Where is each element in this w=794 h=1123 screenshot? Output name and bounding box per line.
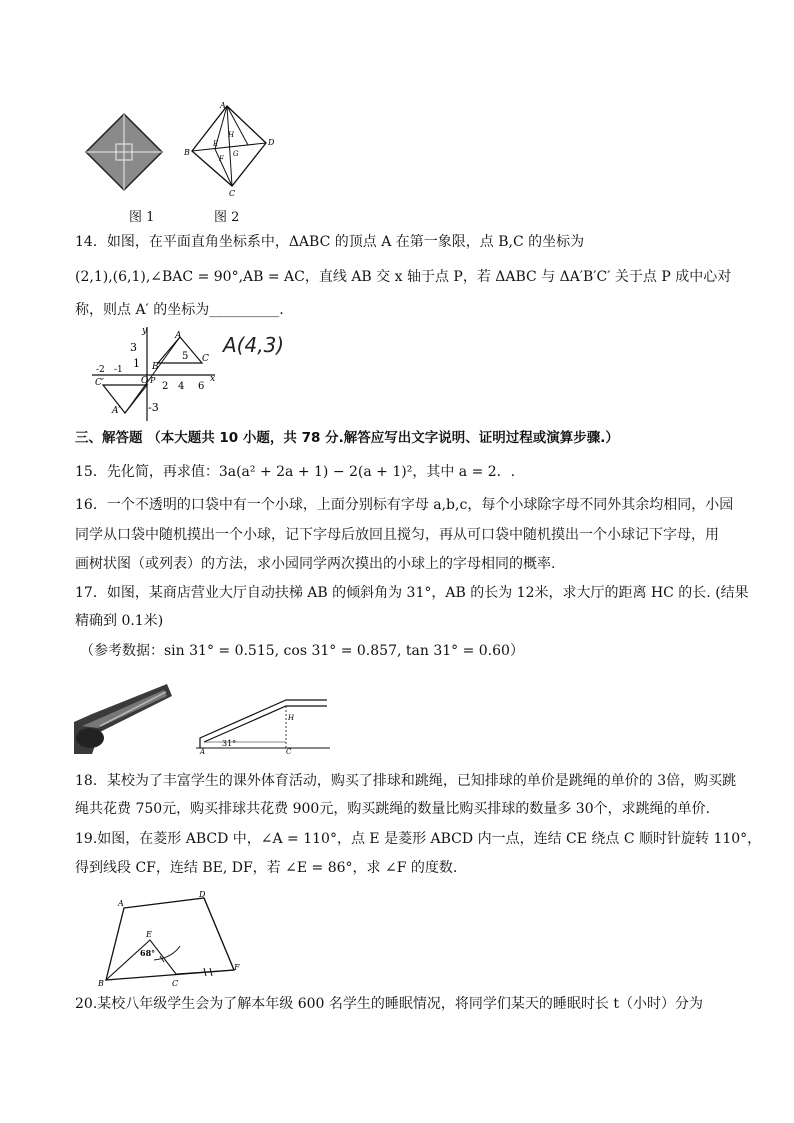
fig2-label-G: G (233, 150, 239, 158)
q14-tick-neg1: -1 (114, 365, 123, 375)
q16-line-3: 画树状图（或列表）的方法，求小园同学两次摸出的小球上的字母相同的概率. (75, 556, 556, 572)
q14-tick-5: 5 (182, 351, 189, 362)
q15-text: 15．先化简，再求值：3a(a² + 2a + 1) − 2(a + 1)²，其中 a = 2．. (75, 464, 516, 480)
q14-tick-6: 6 (198, 381, 205, 392)
q16-line-1: 16．一个不透明的口袋中有一个小球，上面分别标有字母 a,b,c，每个小球除字母不同外其余均相同，小园 (75, 497, 734, 513)
q18-line-1: 18．某校为了丰富学生的课外体育活动，购买了排球和跳绳，已知排球的单价是跳绳的单价的 3倍，购买跳 (75, 773, 737, 789)
q19-label-D: D (199, 890, 206, 899)
section-3-heading: 三、解答题 （本大题共 10 小题，共 78 分.解答应写出文字说明、证明过程或演算步骤.） (75, 430, 619, 446)
q19-rhombus-figure (94, 890, 244, 986)
q19-line-1: 19.如图，在菱形 ABCD 中，∠A = 110°，点 E 是菱形 ABCD 内一点，连结 CE 绕点 C 顺时针旋转 110°， (75, 831, 762, 847)
q19-label-B: B (98, 979, 104, 986)
q19-label-A: A (118, 899, 124, 908)
fig2-label-B: B (184, 148, 190, 157)
figure-1-square (86, 114, 162, 190)
q14-label-B: B (152, 362, 159, 372)
q14-label-Cprime: C′ (95, 378, 104, 388)
q14-tick-neg3: -3 (148, 401, 159, 414)
q20-text: 20.某校八年级学生会为了解本年级 600 名学生的睡眠情况，将同学们某天的睡眠时长 t（小时）分为 (75, 996, 703, 1012)
q17-line-1: 17．如图，某商店营业大厅自动扶梯 AB 的倾斜角为 31°，AB 的长为 12米，求大厅的距离 HC 的长. (结果 (75, 585, 749, 601)
figure-1-caption: 图 1 (129, 210, 155, 225)
q17-line-2: 精确到 0.1米) (75, 613, 164, 629)
fig2-label-F: F (219, 155, 224, 163)
q14-line-1: 14．如图，在平面直角坐标系中，ΔABC 的顶点 A 在第一象限，点 B,C 的坐标为 (75, 234, 585, 250)
figure-2-caption: 图 2 (214, 210, 240, 225)
fig2-label-A: A (220, 101, 226, 110)
q19-line-2: 得到线段 CF，连结 BE, DF，若 ∠E = 86°，求 ∠F 的度数. (75, 860, 458, 876)
q14-tick-1: 1 (133, 357, 140, 370)
q17-angle-label: 31° (222, 739, 237, 748)
q14-line-3: 称，则点 A′ 的坐标为__________. (75, 302, 284, 318)
q14-label-x: x (210, 374, 216, 384)
q19-label-F: F (234, 963, 240, 972)
q14-line-2: (2,1),(6,1),∠BAC = 90°,AB = AC，直线 AB 交 x 轴于点 P，若 ΔABC 与 ΔA′B′C′ 关于点 P 成中心对 (75, 269, 732, 285)
figure-2-diamond (183, 101, 275, 198)
q17-reference-data: （参考数据：sin 31° = 0.515, cos 31° = 0.857, tan 31° = 0.60） (80, 643, 524, 659)
q17-label-A: A (200, 748, 206, 754)
q14-label-O: O (141, 376, 149, 386)
q17-label-H: H (288, 714, 295, 722)
fig2-label-C: C (229, 189, 236, 198)
q14-tick-2: 2 (162, 381, 169, 392)
q14-tick-neg2: -2 (96, 365, 105, 375)
q14-tick-4: 4 (178, 381, 185, 392)
escalator-photo (74, 684, 172, 754)
fig2-label-E: E (213, 140, 219, 148)
q14-label-P: P (150, 376, 156, 385)
q14-label-A: A (175, 331, 182, 341)
q19-angle-label: 68° (140, 948, 156, 958)
q14-tick-3: 3 (130, 341, 137, 354)
q19-label-C: C (172, 979, 179, 986)
figure-1-and-2 (80, 96, 280, 200)
q17-label-C: C (286, 748, 292, 754)
q14-label-Aprime: A′ (112, 406, 121, 416)
escalator-diagram (196, 700, 330, 754)
q14-label-y: y (142, 326, 148, 336)
q17-escalator-figures (72, 682, 332, 754)
q18-line-2: 绳共花费 750元，购买排球共花费 900元，购买跳绳的数量比购买排球的数量多 30个，求跳绳的单价. (75, 801, 711, 817)
q14-handwritten-answer: A(4,3) (223, 333, 285, 357)
fig2-label-H: H (228, 131, 235, 139)
fig2-label-D: D (268, 138, 275, 147)
q16-line-2: 同学从口袋中随机摸出一个小球，记下字母后放回且搅匀，再从可口袋中随机摸出一个小球记下字母，用 (75, 527, 719, 543)
q19-label-E: E (146, 930, 152, 939)
q14-label-C: C (202, 354, 209, 364)
